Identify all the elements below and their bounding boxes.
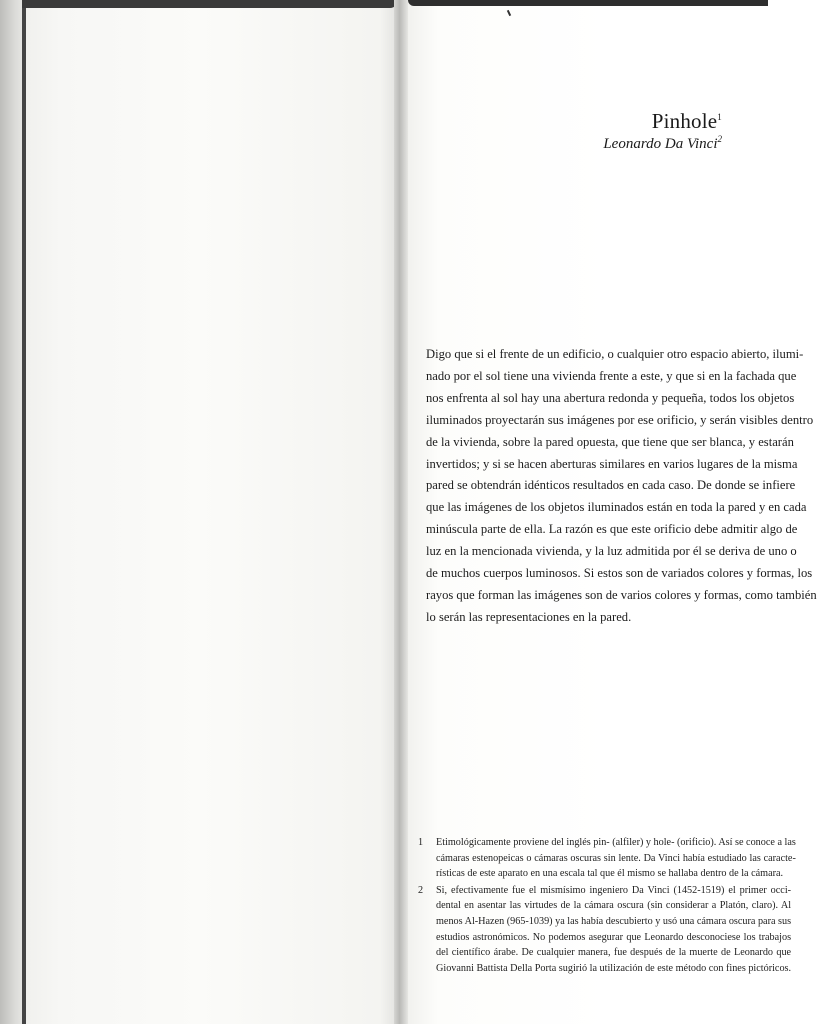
footnote-line: menos Al-Hazen (965-1039) ya las había descubierto y usó una cámara oscura para sus (436, 915, 792, 927)
body-line: rayos que forman las imágenes son de varios colores y formas, como también (426, 587, 817, 602)
footnote-text (436, 883, 791, 977)
body-line: de muchos cuerpos luminosos. Si estos son de variados colores y formas, los (426, 566, 813, 581)
body-line: iluminados proyectarán sus imágenes por ese orificio, y serán visibles dentro (426, 412, 814, 427)
body-line: Digo que si el frente de un edificio, o cualquier otro espacio abierto, ilumi- (426, 347, 804, 361)
title-footnote-ref: 1 (717, 112, 722, 122)
body-line: pared se obtendrán idénticos resultados en cada caso. De donde se infiere (426, 478, 796, 493)
left-page-top-shadow (22, 0, 398, 8)
page-title: Pinhole$^1$ (651, 109, 722, 133)
body-line: luz en la mencionada vivienda, y la luz admitida por él se deriva de uno o (426, 544, 797, 559)
right-page-top-shadow (408, 0, 768, 6)
left-page-edge (0, 0, 26, 1024)
footnote (418, 883, 792, 977)
left-blank-page (0, 0, 398, 1024)
body-line: lo serán las representaciones en la pared. (426, 609, 632, 624)
footnote-number: 1 (418, 837, 424, 848)
footnote-line: estudios astronómicos. No podemos asegurar que Leonardo desconociese los trabajos (436, 931, 792, 943)
scan-speck (507, 10, 511, 16)
body-paragraph (426, 344, 817, 629)
body-line: invertidos; y si se hacen aberturas similares en varios lugares de la misma (426, 456, 798, 471)
right-page (408, 0, 817, 1024)
author-name: Leonardo Da Vinci$^2$ (603, 134, 722, 152)
footnote (418, 835, 796, 882)
body-line: nado por el sol tiene una vivienda frente a este, y que si en la fachada que (426, 368, 797, 383)
footnote-line: Etimológicamente proviene del inglés pin- (alfiler) y hole- (orificio). Así se conoce a las (436, 837, 796, 848)
title-block (603, 108, 722, 154)
book-gutter (394, 0, 408, 1024)
body-line: de la vivienda, sobre la pared opuesta, que tiene que ser blanca, y estarán (426, 434, 794, 449)
footnote-line: dental en asentar las virtudes de la cámara oscura (sin considerar a Platón, claro). Al (436, 900, 792, 912)
body-line: minúscula parte de ella. La razón es que este orificio debe admitir algo de (426, 522, 798, 537)
footnote-line: rísticas de este aparato en una escala tal que él mismo se hallaba dentro de la cámara. (436, 868, 784, 880)
body-line: nos enfrenta al sol hay una abertura redonda y pequeña, todos los objetos (426, 390, 795, 405)
footnote-line: Si, efectivamente fue el mismísimo ingeniero Da Vinci (1452-1519) el primer occi- (436, 884, 792, 896)
footnote-number: 2 (418, 884, 424, 896)
footnote-text (436, 835, 796, 882)
footnotes (418, 835, 796, 977)
footnote-line: cámaras estenopeicas o cámaras oscuras sin lente. Da Vinci había estudiado las caracte- (436, 852, 796, 864)
author-footnote-ref: 2 (717, 134, 722, 144)
footnote-line: del científico árabe. De cualquier manera, fue después de la muerte de Leonardo que (436, 947, 792, 959)
body-line: que las imágenes de los objetos iluminados están en toda la pared y en cada (426, 500, 807, 515)
footnote-line: Giovanni Battista Della Porta sugirió la utilización de este método con fines pictóricos. (436, 962, 792, 974)
